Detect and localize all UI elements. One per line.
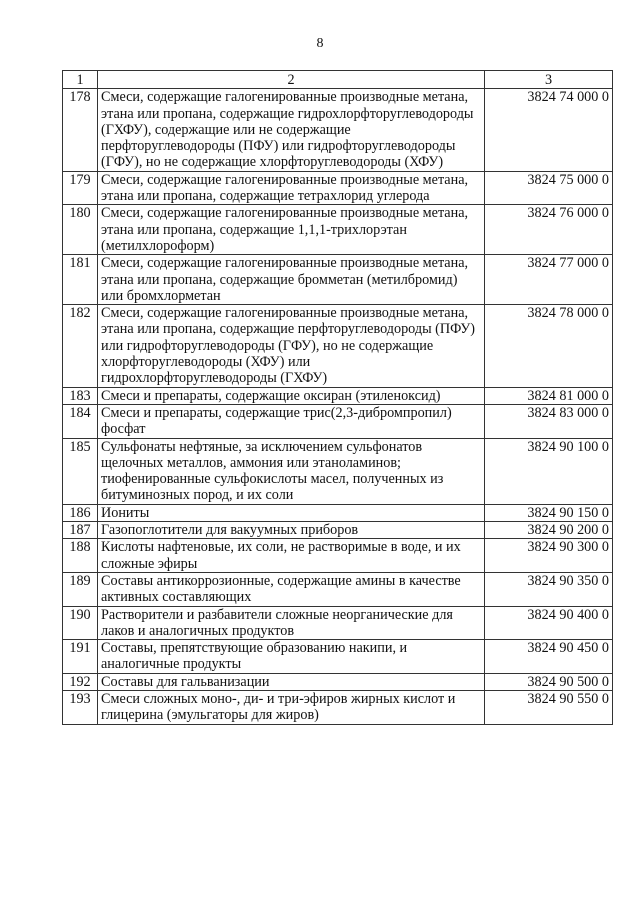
- row-code: 3824 77 000 0: [485, 255, 613, 305]
- row-number: 190: [63, 606, 98, 640]
- row-number: 178: [63, 89, 98, 171]
- row-code: 3824 78 000 0: [485, 305, 613, 387]
- row-number: 188: [63, 539, 98, 573]
- row-description: Составы для гальванизации: [98, 673, 485, 690]
- row-description: Иониты: [98, 504, 485, 521]
- row-code: 3824 90 450 0: [485, 640, 613, 674]
- row-description: Смеси, содержащие галогенированные производные метана, этана или пропана, содержащие бромметан (метилбромид) или бромхлорметан: [98, 255, 485, 305]
- row-number: 192: [63, 673, 98, 690]
- row-description: Смеси и препараты, содержащие оксиран (этиленоксид): [98, 387, 485, 404]
- row-code: 3824 83 000 0: [485, 404, 613, 438]
- page-number: 8: [316, 36, 324, 51]
- row-description: Сульфонаты нефтяные, за исключением сульфонатов щелочных металлов, аммония или этаноламинов; тиофенированные сульфокислоты масел, полученных из битуминозных пород, и их соли: [98, 438, 485, 504]
- row-description: Растворители и разбавители сложные неорганические для лаков и аналогичных продуктов: [98, 606, 485, 640]
- table-row: [63, 404, 613, 438]
- table-row: [63, 640, 613, 674]
- row-code: 3824 90 400 0: [485, 606, 613, 640]
- table-row: [63, 690, 613, 724]
- row-number: 183: [63, 387, 98, 404]
- row-description: Газопоглотители для вакуумных приборов: [98, 522, 485, 539]
- row-number: 187: [63, 522, 98, 539]
- row-number: 186: [63, 504, 98, 521]
- row-code: 3824 90 100 0: [485, 438, 613, 504]
- row-code: 3824 90 150 0: [485, 504, 613, 521]
- table-row: [63, 438, 613, 504]
- goods-table: [62, 70, 613, 725]
- table-row: [63, 205, 613, 255]
- row-description: Составы, препятствующие образованию накипи, и аналогичные продукты: [98, 640, 485, 674]
- header-col-1: 1: [63, 71, 98, 89]
- table-row: [63, 522, 613, 539]
- row-code: 3824 90 500 0: [485, 673, 613, 690]
- table-row: [63, 171, 613, 205]
- row-number: 180: [63, 205, 98, 255]
- table-row: [63, 606, 613, 640]
- row-description: Смеси, содержащие галогенированные производные метана, этана или пропана, содержащие гидрохлорфторуглеводороды (ГХФУ), содержащие или не содержащие перфторуглеводороды (ПФУ) или гидрофторуглеводороды (ГФУ), но не содержащие хлорфторуглеводороды (ХФУ): [98, 89, 485, 171]
- row-code: 3824 81 000 0: [485, 387, 613, 404]
- row-number: 184: [63, 404, 98, 438]
- row-number: 189: [63, 572, 98, 606]
- table-row: [63, 89, 613, 171]
- row-number: 179: [63, 171, 98, 205]
- row-number: 182: [63, 305, 98, 387]
- row-code: 3824 75 000 0: [485, 171, 613, 205]
- row-code: 3824 74 000 0: [485, 89, 613, 171]
- table-row: [63, 572, 613, 606]
- row-number: 191: [63, 640, 98, 674]
- row-description: Смеси сложных моно-, ди- и три-эфиров жирных кислот и глицерина (эмульгаторы для жиров): [98, 690, 485, 724]
- row-number: 193: [63, 690, 98, 724]
- row-description: Смеси и препараты, содержащие трис(2,3-дибромпропил) фосфат: [98, 404, 485, 438]
- row-code: 3824 90 350 0: [485, 572, 613, 606]
- row-code: 3824 76 000 0: [485, 205, 613, 255]
- row-code: 3824 90 300 0: [485, 539, 613, 573]
- row-code: 3824 90 550 0: [485, 690, 613, 724]
- table-row: [63, 305, 613, 387]
- row-description: Составы антикоррозионные, содержащие амины в качестве активных составляющих: [98, 572, 485, 606]
- table-row: [63, 255, 613, 305]
- row-description: Кислоты нафтеновые, их соли, не растворимые в воде, и их сложные эфиры: [98, 539, 485, 573]
- header-col-3: 3: [485, 71, 613, 89]
- table-row: [63, 387, 613, 404]
- header-col-2: 2: [98, 71, 485, 89]
- table-header-row: [63, 71, 613, 89]
- table-row: [63, 504, 613, 521]
- row-description: Смеси, содержащие галогенированные производные метана, этана или пропана, содержащие 1,1,1-трихлорэтан (метилхлороформ): [98, 205, 485, 255]
- row-description: Смеси, содержащие галогенированные производные метана, этана или пропана, содержащие тетрахлорид углерода: [98, 171, 485, 205]
- row-number: 181: [63, 255, 98, 305]
- row-code: 3824 90 200 0: [485, 522, 613, 539]
- table-row: [63, 673, 613, 690]
- table-row: [63, 539, 613, 573]
- row-number: 185: [63, 438, 98, 504]
- row-description: Смеси, содержащие галогенированные производные метана, этана или пропана, содержащие перфторуглеводороды (ПФУ) или гидрофторуглеводороды (ГФУ), но не содержащие хлорфторуглеводороды (ХФУ) или гидрохлорфторуглеводороды (ГХФУ): [98, 305, 485, 387]
